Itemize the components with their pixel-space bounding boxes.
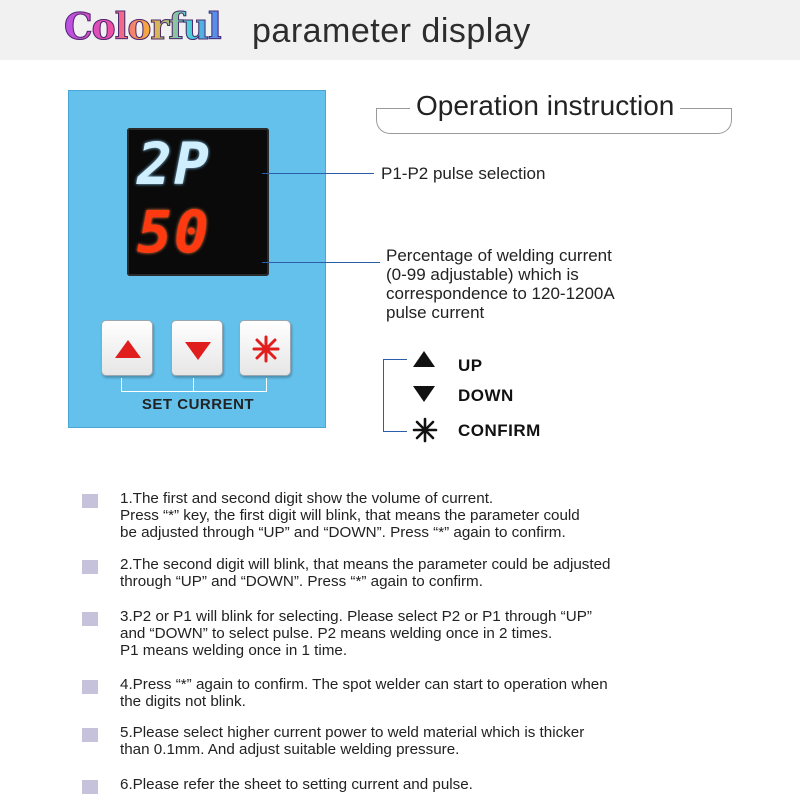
confirm-button[interactable] xyxy=(239,320,291,376)
step-bullet xyxy=(82,780,98,794)
legend-tick-up xyxy=(383,359,407,360)
pulse-callout: P1-P2 pulse selection xyxy=(381,164,546,183)
heading-rule-right xyxy=(680,108,732,109)
step-bullet xyxy=(82,612,98,626)
legend-confirm: CONFIRM xyxy=(458,421,541,440)
step-text: 6.Please refer the sheet to setting current and pulse. xyxy=(120,776,473,793)
set-current-label: SET CURRENT xyxy=(141,396,255,413)
up-triangle-icon xyxy=(412,350,436,368)
current-readout: 50 xyxy=(137,198,211,266)
legend-down: DOWN xyxy=(458,386,514,405)
page-title: parameter display xyxy=(252,12,531,50)
asterisk-legend-icon xyxy=(412,417,438,443)
step-text: 4.Press “*” again to confirm. The spot welder can start to operation when the digits not blink. xyxy=(120,676,608,710)
triangle-up-icon xyxy=(113,334,143,364)
brand-logo: Colorful xyxy=(64,6,221,48)
up-button[interactable] xyxy=(101,320,153,376)
header-banner xyxy=(0,0,800,60)
operation-heading xyxy=(376,84,732,134)
step-text: 2.The second digit will blink, that means the parameter could be adjusted through “UP” and “DOWN”. Press “*” again to confirm. xyxy=(120,556,611,590)
button-bracket xyxy=(121,378,267,392)
step-text: 3.P2 or P1 will blink for selecting. Please select P2 or P1 through “UP” and “DOWN” to select pulse. P2 means welding once in 2 times. P1 means welding once in 1 time. xyxy=(120,608,592,659)
percentage-callout: Percentage of welding current (0-99 adjustable) which is correspondence to 120-1200A pulse current xyxy=(386,246,615,322)
button-bracket-mid xyxy=(193,378,194,392)
step-bullet xyxy=(82,728,98,742)
step-text: 5.Please select higher current power to weld material which is thicker than 0.1mm. And adjust suitable welding pressure. xyxy=(120,724,585,758)
led-display xyxy=(127,128,269,276)
pulse-readout: 2P xyxy=(137,130,211,198)
pulse-leader-line xyxy=(262,173,374,174)
control-panel xyxy=(68,90,326,428)
step-bullet xyxy=(82,560,98,574)
step-bullet xyxy=(82,680,98,694)
heading-rule-left xyxy=(376,108,410,109)
step-text: 1.The first and second digit show the volume of current. Press “*” key, the first digit will blink, that means the parameter could be adjusted through “UP” and “DOWN”. Press “*” again to confirm. xyxy=(120,490,580,541)
down-triangle-icon xyxy=(412,385,436,403)
percentage-leader-line xyxy=(262,262,380,263)
down-button[interactable] xyxy=(171,320,223,376)
asterisk-icon xyxy=(251,334,281,364)
operation-title: Operation instruction xyxy=(410,90,680,122)
legend-tick-confirm xyxy=(383,431,407,432)
triangle-down-icon xyxy=(183,334,213,364)
legend-up: UP xyxy=(458,356,483,375)
legend-bracket xyxy=(383,359,407,431)
step-bullet xyxy=(82,494,98,508)
